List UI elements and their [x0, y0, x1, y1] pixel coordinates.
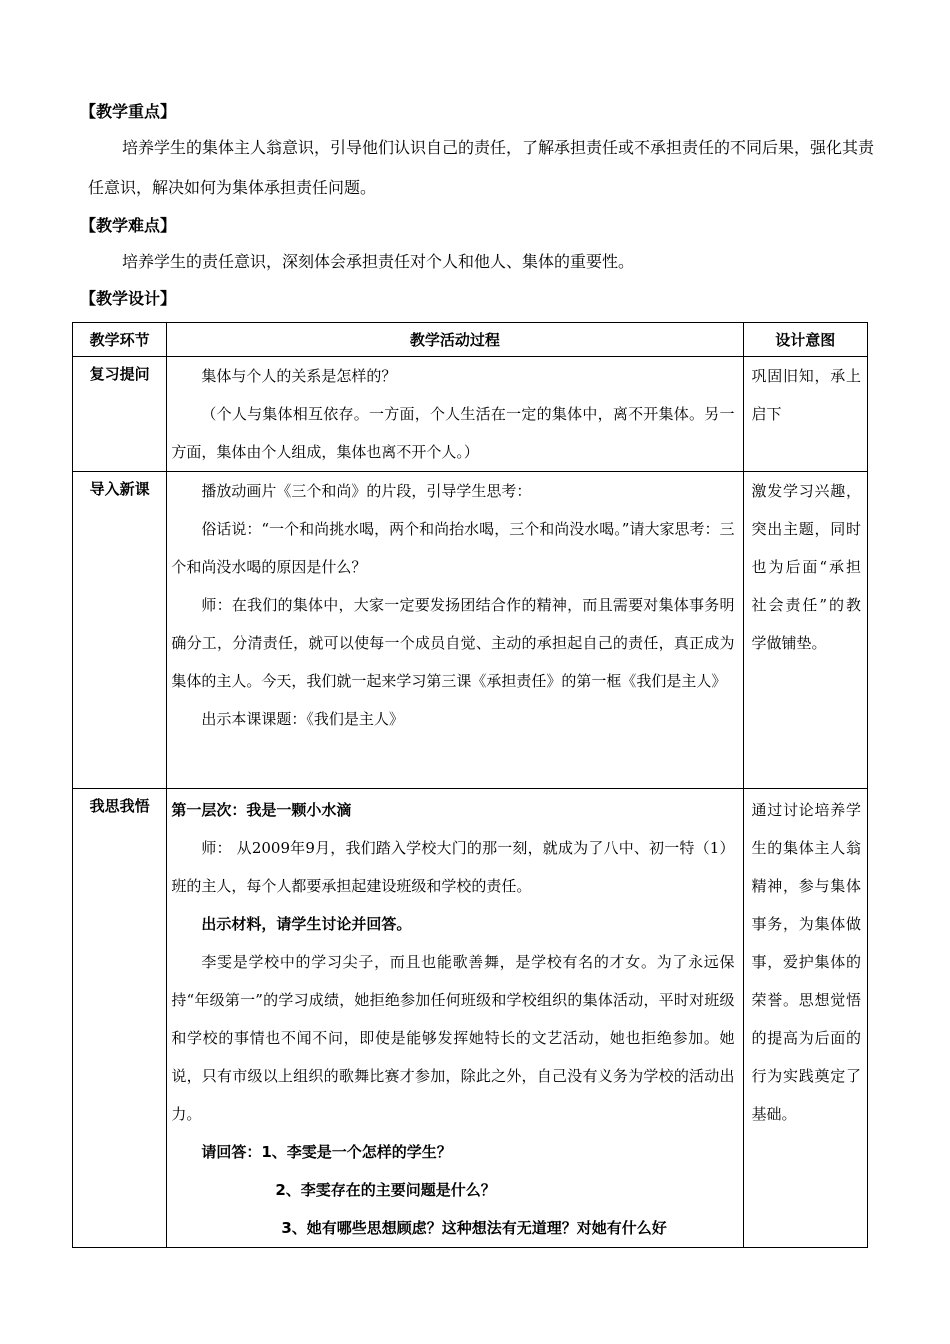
process-paragraph: 俗话说：“一个和尚挑水喝，两个和尚抬水喝，三个和尚没水喝。”请大家思考：三个和尚没水喝的原因是什么？ [171, 520, 735, 576]
material-paragraph: 李雯是学校中的学习尖子，而且也能歌善舞，是学校有名的才女。为了永远保持“年级第一”的学习成绩，她拒绝参加任何班级和学校组织的集体活动，平时对班级和学校的事情也不闻不问，即使是能够发挥她特长的文艺活动，她也拒绝参加。她说，只有市级以上组织的歌舞比赛才参加，除此之外，自己没有义务为学校的活动出力。 [171, 953, 735, 1123]
material-prompt: 出示材料，请学生讨论并回答。 [201, 915, 412, 933]
heading-teaching-focus: 【教学重点】 [80, 102, 177, 121]
process-paragraph: 出示本课课题：《我们是主人》 [201, 710, 404, 728]
teaching-difficulty-text: 培养学生的责任意识，深刻体会承担责任对个人和他人、集体的重要性。 [122, 252, 635, 271]
process-paragraph: 师：在我们的集体中，大家一定要发扬团结合作的精神，而且需要对集体事务明确分工，分清责任，就可以使每一个成员自觉、主动的承担起自己的责任，真正成为集体的主人。今天，我们就一起来学习第三课《承担责任》的第一框《我们是主人》 [171, 596, 735, 690]
table-header-row [73, 323, 868, 357]
question-1: 请回答：1、李雯是一个怎样的学生？ [201, 1143, 452, 1161]
stage-label: 导入新课 [89, 480, 150, 498]
intent-cell: 激发学习兴趣，突出主题，同时也为后面“承担社会责任”的教学做铺垫。 [751, 482, 861, 652]
header-intent: 设计意图 [743, 323, 867, 357]
teaching-focus-text: 培养学生的集体主人翁意识，引导他们认识自己的责任，了解承担责任或不承担责任的不同后果，强化其责任意识，解决如何为集体承担责任问题。 [88, 138, 875, 197]
process-paragraph: 师： 从2009年9月，我们踏入学校大门的那一刻，就成为了八中、初一特（1）班的主人，每个人都要承担起建设班级和学校的责任。 [171, 839, 735, 895]
process-paragraph: （个人与集体相互依存。一方面，个人生活在一定的集体中，离不开集体。另一方面，集体由个人组成，集体也离不开个人。） [171, 405, 735, 461]
teaching-design-table [72, 322, 868, 1248]
stage-label: 我思我悟 [89, 797, 150, 815]
process-paragraph: 播放动画片《三个和尚》的片段，引导学生思考： [201, 482, 532, 500]
heading-teaching-design: 【教学设计】 [80, 289, 177, 308]
process-cell [167, 789, 742, 1247]
level-title: 第一层次：我是一颗小水滴 [171, 801, 352, 819]
header-stage: 教学环节 [73, 323, 167, 357]
process-cell [167, 357, 742, 471]
table-row [73, 357, 868, 472]
table-row [73, 472, 868, 789]
heading-teaching-difficulty: 【教学难点】 [80, 216, 177, 235]
table-row [73, 789, 868, 1248]
process-paragraph: 集体与个人的关系是怎样的？ [201, 367, 397, 385]
intent-cell: 巩固旧知，承上启下 [751, 367, 861, 423]
question-3: 3、她有哪些思想顾虑？这种想法有无道理？对她有什么好 [281, 1219, 667, 1237]
intent-cell: 通过讨论培养学生的集体主人翁精神，参与集体事务，为集体做事，爱护集体的荣誉。思想觉悟的提高为后面的行为实践奠定了基础。 [751, 801, 861, 1123]
question-2: 2、李雯存在的主要问题是什么？ [275, 1181, 496, 1199]
stage-label: 复习提问 [89, 365, 150, 383]
header-process: 教学活动过程 [167, 323, 743, 357]
process-cell [167, 472, 742, 738]
